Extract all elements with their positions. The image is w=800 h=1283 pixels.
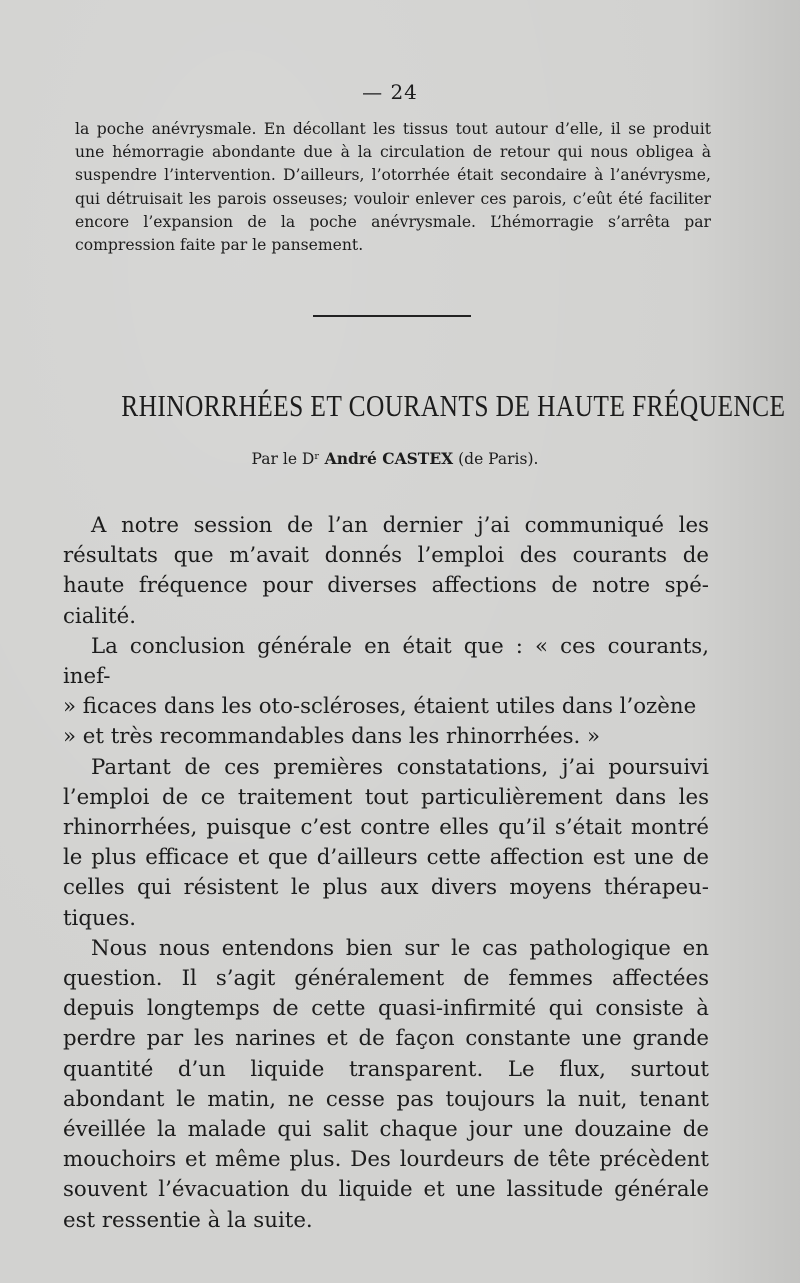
paragraph-conclusion-quote-line-3: » et très recommandables dans les rhinorrhées. » xyxy=(63,724,601,750)
page-number: — 24 xyxy=(362,80,418,104)
byline-suffix: (de Paris). xyxy=(458,450,539,468)
byline-prefix: Par le Dʳ xyxy=(251,450,320,468)
author-name: André CASTEX xyxy=(324,449,454,468)
paragraph-conclusion-quote-line-2: » ficaces dans les oto-scléroses, étaient utiles dans l’ozène xyxy=(63,694,697,720)
previous-article-paragraph: la poche anévrysmale. En décollant les tissus tout autour d’elle, il se produit une hémorragie abondante due à la circulation de retour qui nous obligea à suspendre l’intervention. D’ailleurs, l’otorrhée était secondaire à l’anévrysme, qui détruisait les parois osseuses; vouloir enlever ces parois, c’eût été faciliter encore l’expansion de la poche anévrysmale. L’hémorragie s’arrêta par compression faite par le pansement. xyxy=(75,120,711,255)
paragraph-intro: A notre session de l’an dernier j’ai communiqué les résultats que m’avait donnés l’emploi des courants de haute fréquence pour diverses affections de notre spé-cialité. xyxy=(63,513,709,629)
article-body xyxy=(63,511,709,1236)
paragraph-pathology: Nous nous entendons bien sur le cas pathologique en question. Il s’agit généralement de femmes affectées depuis longtemps de cette quasi-infirmité qui consiste à perdre par les narines et de façon constante une grande quantité d’un liquide transparent. Le flux, surtout abondant le matin, ne cesse pas toujours la nuit, tenant éveillée la malade qui salit chaque jour une douzaine de mouchoirs et même plus. Des lourdeurs de tête précèdent souvent l’évacuation du liquide et une lassitude générale est ressentie à la suite. xyxy=(63,935,709,1233)
paragraph-treatment: Partant de ces premières constatations, j’ai poursuivi l’emploi de ce traitement tout particulièrement dans les rhinorrhées, puisque c’est contre elles qu’il s’était montré le plus efficace et que d’ailleurs cette affection est une de celles qui résistent le plus aux divers moyens thérapeu-tiques. xyxy=(63,754,709,931)
section-separator-rule xyxy=(313,315,471,317)
article-title: RHINORRHÉES ET COURANTS DE HAUTE FRÉQUENCE xyxy=(121,388,786,423)
paragraph-conclusion: La conclusion générale en était que : « ces courants, inef- xyxy=(63,633,709,690)
previous-article-ending xyxy=(75,118,711,257)
byline xyxy=(0,449,790,468)
